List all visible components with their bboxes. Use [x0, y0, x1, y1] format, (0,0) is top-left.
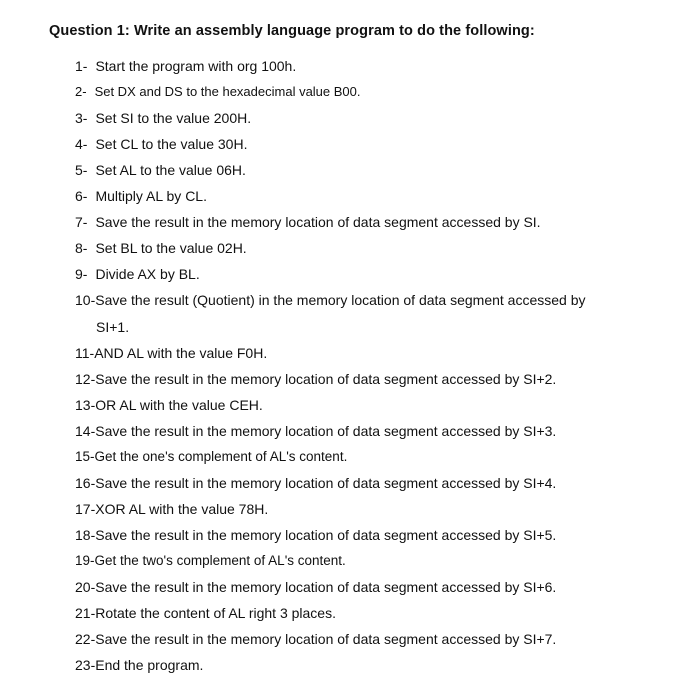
step-21	[75, 604, 336, 622]
step-15	[75, 448, 347, 466]
step-text: Set BL to the value 02H.	[95, 240, 247, 256]
step-text: Save the result in the memory location of data segment accessed by SI+5.	[95, 527, 557, 543]
step-6	[75, 187, 207, 205]
step-number: 18-	[75, 527, 96, 543]
step-number: 16-	[75, 475, 96, 491]
step-text: Get the one's complement of AL's content.	[94, 449, 348, 464]
step-text: Start the program with org 100h.	[95, 58, 297, 74]
step-19	[75, 552, 346, 570]
step-20	[75, 578, 556, 596]
step-number: 22-	[75, 631, 96, 647]
step-text: Set AL to the value 06H.	[95, 162, 246, 178]
step-text: AND AL with the value F0H.	[94, 345, 268, 361]
step-9	[75, 265, 200, 283]
step-text: OR AL with the value CEH.	[95, 397, 263, 413]
step-number: 12-	[75, 371, 96, 387]
step-number: 4-	[75, 136, 88, 152]
step-number: 3-	[75, 110, 88, 126]
step-text: Get the two's complement of AL's content.	[94, 553, 346, 568]
step-number: 6-	[75, 188, 88, 204]
step-number: 17-	[75, 501, 96, 517]
step-text: Save the result in the memory location of data segment accessed by SI+6.	[95, 579, 557, 595]
step-number: 9-	[75, 266, 88, 282]
step-text: Divide AX by BL.	[95, 266, 200, 282]
step-number: 7-	[75, 214, 88, 230]
step-text: Save the result (Quotient) in the memory location of data segment accessed by	[95, 292, 586, 308]
step-text: Set SI to the value 200H.	[95, 110, 252, 126]
step-number: 15-	[75, 449, 95, 464]
step-7	[75, 213, 541, 231]
step-number: 5-	[75, 162, 88, 178]
step-5	[75, 161, 246, 179]
step-12	[75, 370, 556, 388]
step-17	[75, 500, 268, 518]
step-number: 8-	[75, 240, 88, 256]
step-10-continuation	[96, 318, 129, 336]
step-2	[75, 83, 361, 101]
step-number: 23-	[75, 657, 96, 673]
step-10	[75, 291, 586, 309]
step-number: 10-	[75, 292, 96, 308]
step-14	[75, 422, 556, 440]
step-18	[75, 526, 556, 544]
step-number: 20-	[75, 579, 96, 595]
step-text: Rotate the content of AL right 3 places.	[95, 605, 336, 621]
step-text: XOR AL with the value 78H.	[95, 501, 269, 517]
step-number: 19-	[75, 553, 95, 568]
step-text: Set CL to the value 30H.	[95, 136, 248, 152]
step-text: Save the result in the memory location of data segment accessed by SI+3.	[95, 423, 557, 439]
step-number: 2-	[75, 84, 87, 99]
step-23	[75, 656, 203, 674]
step-text: Save the result in the memory location of data segment accessed by SI+7.	[95, 631, 557, 647]
step-number: 13-	[75, 397, 96, 413]
step-8	[75, 239, 247, 257]
step-number: 1-	[75, 58, 88, 74]
step-text: Multiply AL by CL.	[95, 188, 207, 204]
step-text: Set DX and DS to the hexadecimal value B00.	[94, 84, 361, 99]
step-22	[75, 630, 556, 648]
step-16	[75, 474, 556, 492]
step-text: SI+1.	[96, 319, 130, 335]
step-4	[75, 135, 247, 153]
step-text: End the program.	[95, 657, 204, 673]
step-13	[75, 396, 263, 414]
step-text: Save the result in the memory location of data segment accessed by SI+2.	[95, 371, 557, 387]
step-text: Save the result in the memory location of data segment accessed by SI+4.	[95, 475, 557, 491]
step-3	[75, 109, 251, 127]
step-11	[75, 344, 267, 362]
step-number: 11-	[75, 345, 95, 361]
question-title: Question 1: Write an assembly language program to do the following:	[49, 23, 535, 39]
step-number: 21-	[75, 605, 96, 621]
step-number: 14-	[75, 423, 96, 439]
step-1	[75, 57, 296, 75]
step-text: Save the result in the memory location of data segment accessed by SI.	[95, 214, 541, 230]
